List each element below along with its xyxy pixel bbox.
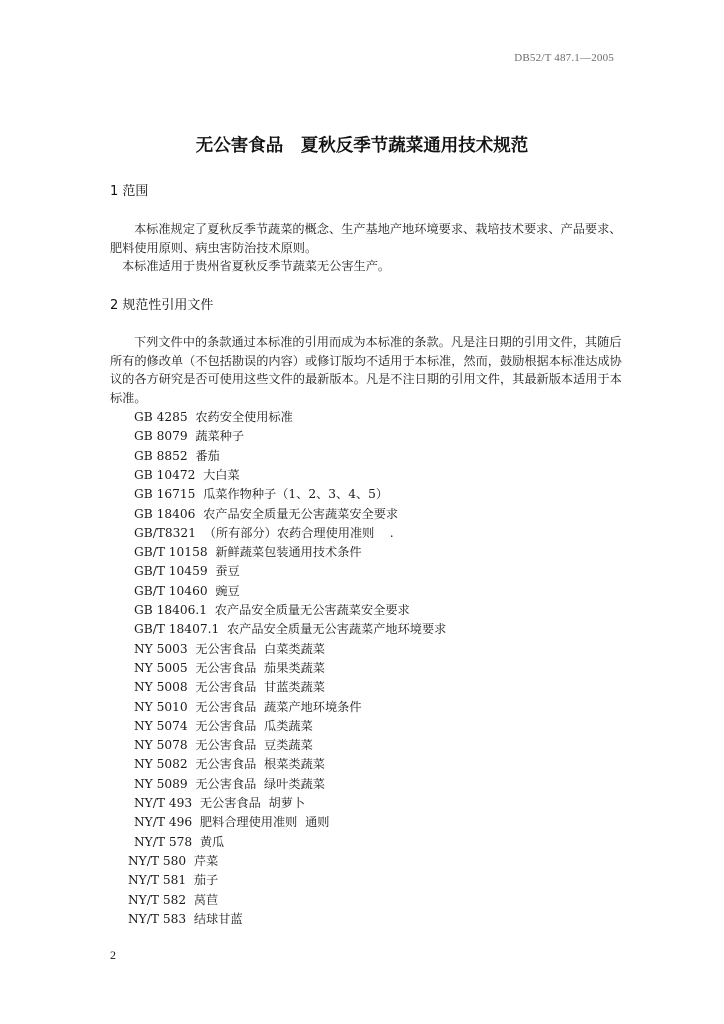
- reference-item: NY 5003 无公害食品 白菜类蔬菜: [134, 641, 325, 656]
- reference-item: NY/T 578 黄瓜: [134, 834, 225, 849]
- reference-item: GB/T 10460 豌豆: [134, 583, 240, 598]
- reference-item: NY/T 580 芹菜: [128, 853, 219, 868]
- reference-item: NY 5008 无公害食品 甘蓝类蔬菜: [134, 680, 325, 695]
- reference-item: NY 5082 无公害食品 根菜类蔬菜: [134, 757, 325, 772]
- reference-item: GB 8852 番茄: [134, 448, 220, 463]
- reference-item: GB 10472 大白菜: [134, 467, 240, 482]
- reference-item: NY 5010 无公害食品 蔬菜产地环境条件: [134, 699, 362, 714]
- scope-paragraph: 本标准规定了夏秋反季节蔬菜的概念、生产基地产地环境要求、栽培技术要求、产品要求、肥料使用原则、病虫害防治技术原则。: [110, 222, 622, 255]
- scope-applicability: 本标准适用于贵州省夏秋反季节蔬菜无公害生产。: [122, 259, 391, 273]
- reference-item: NY 5078 无公害食品 豆类蔬菜: [134, 738, 313, 753]
- reference-item: GB/T 10459 蚕豆: [134, 564, 240, 579]
- reference-item: NY/T 583 结球甘蓝: [128, 911, 243, 926]
- document-code: DB52/T 487.1—2005: [514, 52, 614, 64]
- reference-item: GB/T8321 （所有部分）农药合理使用准则 .: [134, 525, 394, 540]
- reference-item: GB/T 18407.1 农产品安全质量无公害蔬菜产地环境要求: [134, 622, 447, 637]
- reference-item: GB/T 10158 新鲜蔬菜包装通用技术条件: [134, 545, 362, 560]
- reference-item: GB 16715 瓜菜作物种子（1、2、3、4、5）: [134, 487, 389, 502]
- reference-item: GB 8079 蔬菜种子: [134, 429, 245, 444]
- reference-item: NY 5074 无公害食品 瓜类蔬菜: [134, 718, 313, 733]
- references-intro-paragraph: 下列文件中的条款通过本标准的引用而成为本标准的条款。凡是注日期的引用文件，其随后所有的修改单（不包括勘误的内容）或修订版均不适用于本标准，然而，鼓励根据本标准达成协议的各方研究是否可使用这些文件的最新版本。凡是不注日期的引用文件，其最新版本适用于本标准。: [110, 335, 622, 405]
- reference-item: NY/T 581 茄子: [128, 873, 219, 888]
- reference-item: GB 18406.1 农产品安全质量无公害蔬菜安全要求: [134, 603, 410, 617]
- reference-item: NY/T 493 无公害食品 胡萝卜: [134, 796, 306, 810]
- reference-item: NY 5089 无公害食品 绿叶类蔬菜: [134, 776, 325, 791]
- section-heading-scope: 1 范围: [110, 184, 149, 199]
- page-number: 2: [110, 948, 116, 962]
- reference-item: NY/T 496 肥料合理使用准则 通则: [134, 815, 330, 830]
- reference-item: NY/T 582 莴苣: [128, 892, 219, 907]
- reference-item: NY 5005 无公害食品 茄果类蔬菜: [134, 660, 325, 675]
- reference-item: GB 18406 农产品安全质量无公害蔬菜安全要求: [134, 506, 399, 521]
- reference-item: GB 4285 农药安全使用标准: [134, 410, 293, 424]
- document-title: 无公害食品 夏秋反季节蔬菜通用技术规范: [195, 136, 529, 156]
- section-heading-references: 2 规范性引用文件: [110, 298, 214, 313]
